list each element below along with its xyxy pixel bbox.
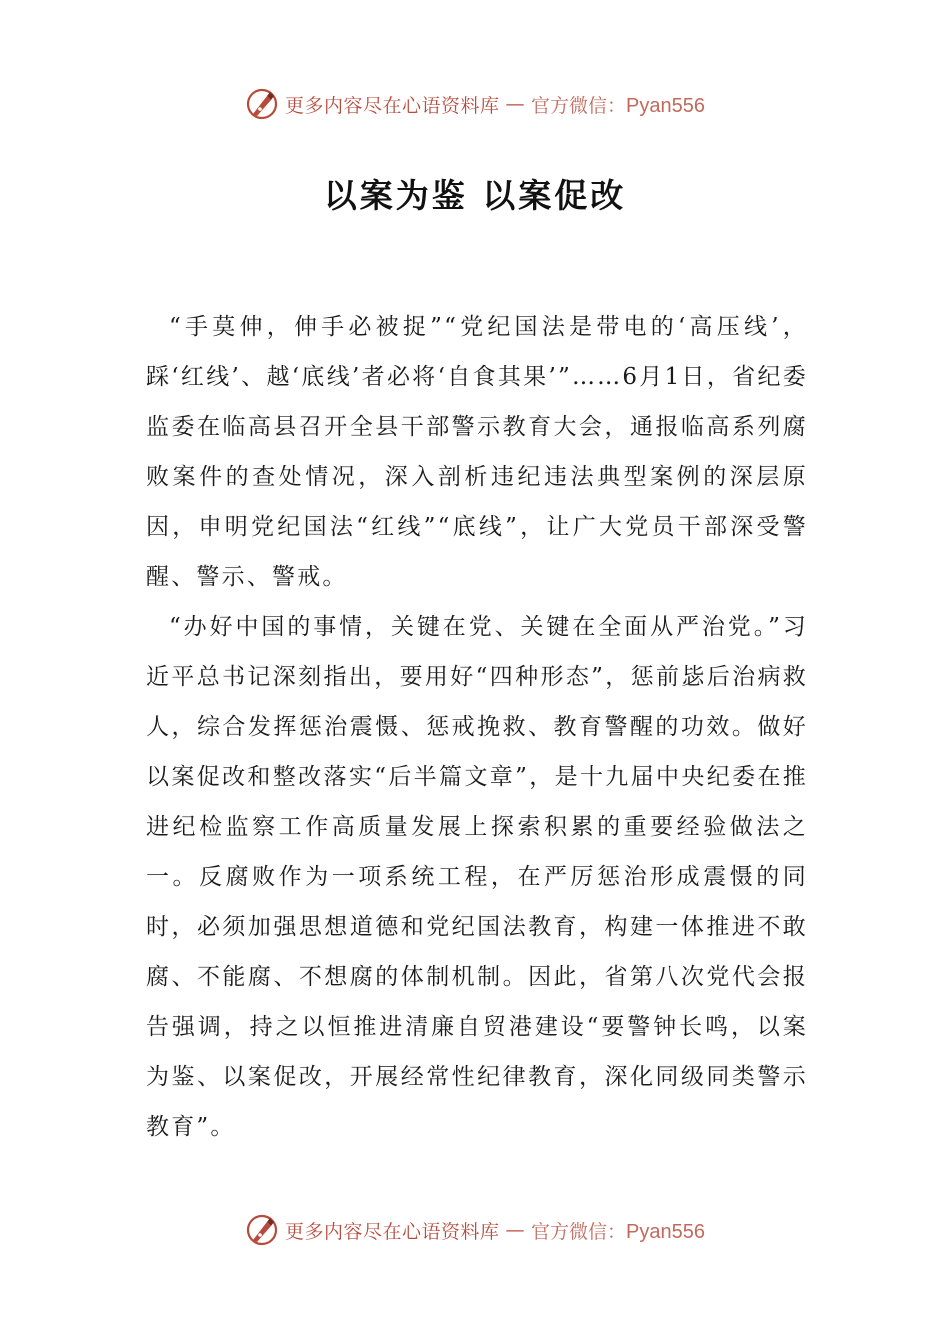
banner-promo-text: 更多内容尽在心语资料库 <box>285 1220 500 1243</box>
banner-wechat-label: 官方微信： <box>531 94 627 117</box>
banner-promo-text: 更多内容尽在心语资料库 <box>285 94 500 117</box>
banner-wechat-label: 官方微信： <box>531 1220 627 1243</box>
paragraph-2: “办好中国的事情，关键在党、关键在全面从严治党。”习近平总书记深刻指出，要用好“四种形态”，惩前毖后治病救人，综合发挥惩治震慑、惩戒挽救、教育警醒的功效。做好以案促改和整改落实“后半篇文章”，是十九届中央纪委在推进纪检监察工作高质量发展上探索积累的重要经验做法之一。反腐败作为一项系统工程，在严厉惩治形成震慑的同时，必须加强思想道德和党纪国法教育，构建一体推进不敢腐、不能腐、不想腐的体制机制。因此，省第八次党代会报告强调，持之以恒推进清廉自贸港建设“要警钟长鸣，以案为鉴、以案促改，开展经常性纪律教育，深化同级同类警示教育”。 <box>146 614 808 1140</box>
banner-wechat-id: Pyan556 <box>626 1220 705 1243</box>
paragraph-1: “手莫伸，伸手必被捉”“党纪国法是带电的‘高压线’，踩‘红线’、越‘底线’者必将‘自食其果’”……6月1日，省纪委监委在临高县召开全县干部警示教育大会，通报临高系列腐败案件的查处情况，深入剖析违纪违法典型案例的深层原因，申明党纪国法“红线”“底线”，让广大党员干部深受警醒、警示、警戒。 <box>146 314 808 590</box>
document-body <box>146 302 808 1152</box>
banner-wechat <box>531 91 705 118</box>
header-banner <box>0 84 950 124</box>
banner-wechat-id: Pyan556 <box>626 94 705 117</box>
footer-banner <box>0 1210 950 1250</box>
banner-dash: — <box>505 93 526 115</box>
banner-dash: — <box>505 1219 526 1241</box>
banner-wechat <box>531 1217 705 1244</box>
pen-nib-logo-icon <box>245 87 279 121</box>
document-title: 以案为鉴 以案促改 <box>323 176 627 215</box>
pen-nib-logo-icon <box>245 1213 279 1247</box>
